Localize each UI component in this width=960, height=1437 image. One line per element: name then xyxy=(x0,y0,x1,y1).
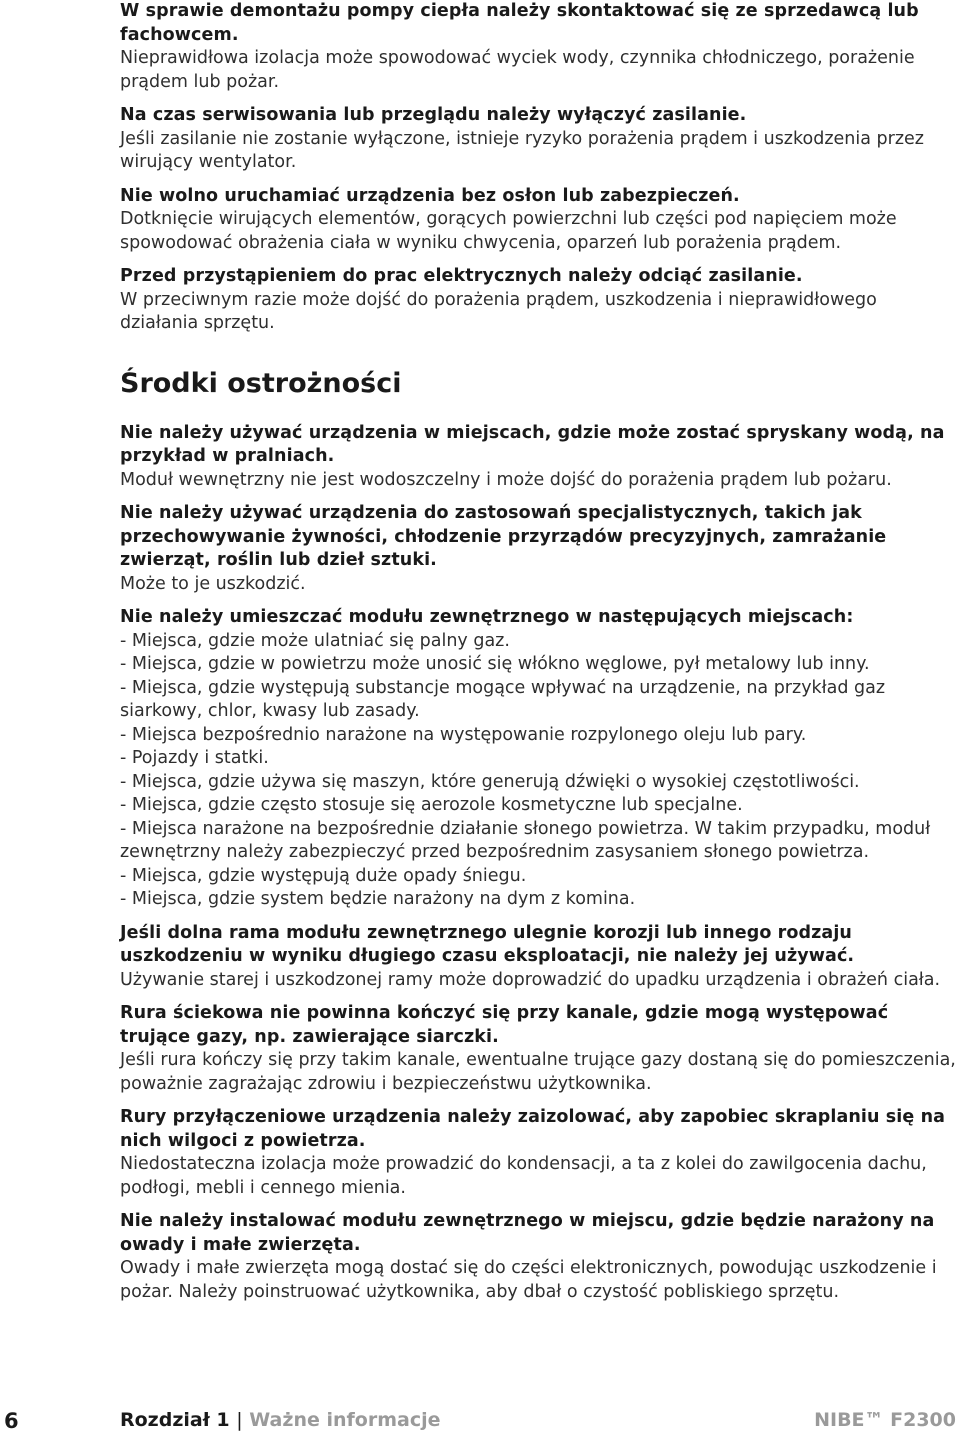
section-blocks xyxy=(120,422,956,1305)
warning-block xyxy=(120,1210,956,1304)
warning-block xyxy=(120,922,956,993)
warning-block xyxy=(120,185,956,256)
warning-text: Nieprawidłowa izolacja może spowodować wyciek wody, czynnika chłodniczego, porażenie prądem lub pożar. xyxy=(120,48,915,92)
warning-title: Nie należy używać urządzenia w miejscach, gdzie może zostać spryskany wodą, na przykład w pralniach. xyxy=(120,422,945,466)
warning-title: Nie należy instalować modułu zewnętrznego w miejscu, gdzie będzie narażony na owady i małe zwierzęta. xyxy=(120,1211,935,1255)
warning-title: Przed przystąpieniem do prac elektrycznych należy odciąć zasilanie. xyxy=(120,266,803,286)
warning-title: Jeśli dolna rama modułu zewnętrznego ulegnie korozji lub innego rodzaju uszkodzeniu w wyniku długiego czasu eksploatacji, nie należy jej używać. xyxy=(120,922,855,966)
warning-title: Nie należy umieszczać modułu zewnętrznego w następujących miejscach: xyxy=(120,607,854,627)
warning-title: Rura ściekowa nie powinna kończyć się przy kanale, gdzie mogą występować trujące gazy, np. zawierające siarczki. xyxy=(120,1003,889,1047)
section-heading: Środki ostrożności xyxy=(120,367,402,399)
warning-block xyxy=(120,422,956,493)
warning-text: Dotknięcie wirujących elementów, gorących powierzchni lub części pod napięciem może spowodować obrażenia ciała w wyniku chwycenia, oparzeń lub porażenia prądem. xyxy=(120,209,897,253)
chapter-title: Ważne informacje xyxy=(249,1409,441,1431)
chapter-separator: | xyxy=(236,1409,243,1431)
page-number: 6 xyxy=(4,1409,19,1433)
warning-text: - Miejsca, gdzie może ulatniać się palny gaz. - Miejsca, gdzie w powietrzu może unosić się włókno węglowe, pył metalowy lub inny. - Miejsca, gdzie występują substancje mogące wpływać na urządzenie, na przykład gaz siarkowy, chlor, kwasy lub zasady. - Miejsca bezpośrednio narażone na występowanie rozpylonego oleju lub pary. - Pojazdy i statki. - Miejsca, gdzie używa się maszyn, które generują dźwięki o wysokiej częstotliwości. - Miejsca, gdzie często stosuje się aerozole kosmetyczne lub specjalne. - Miejsca narażone na bezpośrednie działanie słonego powietrza. W takim przypadku, moduł zewnętrzny należy zabezpieczyć przed bezpośrednim zasysaniem słonego powietrza. - Miejsca, gdzie występują duże opady śniegu. - Miejsca, gdzie system będzie narażony na dym z komina. xyxy=(120,630,931,909)
warning-block xyxy=(120,104,956,175)
warning-title: Nie wolno uruchamiać urządzenia bez osłon lub zabezpieczeń. xyxy=(120,185,740,206)
page-footer xyxy=(0,1403,960,1437)
warning-text: Owady i małe zwierzęta mogą dostać się do części elektronicznych, powodując uszkodzenie i pożar. Należy poinstruować użytkownika, aby dbał o czystość pobliskiego sprzętu. xyxy=(120,1258,937,1302)
top-blocks xyxy=(120,0,956,336)
warning-block xyxy=(120,502,956,596)
warning-title: Rury przyłączeniowe urządzenia należy zaizolować, aby zapobiec skraplaniu się na nich wilgoci z powietrza. xyxy=(120,1107,946,1151)
chapter-name: Rozdział 1 xyxy=(120,1409,230,1431)
warning-block xyxy=(120,1002,956,1096)
warning-title: Na czas serwisowania lub przeglądu należy wyłączyć zasilanie. xyxy=(120,105,747,125)
brand-label: NIBE™ F2300 xyxy=(814,1409,956,1431)
warning-title: W sprawie demontażu pompy ciepła należy skontaktować się ze sprzedawcą lub fachowcem. xyxy=(120,1,919,45)
warning-text: Używanie starej i uszkodzonej ramy może doprowadzić do upadku urządzenia i obrażeń ciała. xyxy=(120,969,941,990)
warning-block xyxy=(120,606,956,912)
warning-text: Niedostateczna izolacja może prowadzić do kondensacji, a ta z kolei do zawilgocenia dachu, podłogi, mebli i cennego mienia. xyxy=(120,1154,927,1198)
warning-text: Jeśli rura kończy się przy takim kanale, ewentualne trujące gazy dostaną się do pomieszczenia, poważnie zagrażając zdrowiu i bezpieczeństwu użytkownika. xyxy=(120,1050,956,1094)
warning-title: Nie należy używać urządzenia do zastosowań specjalistycznych, takich jak przechowywanie żywności, chłodzenie przyrządów precyzyjnych, zamrażanie zwierząt, roślin lub dzieł sztuki. xyxy=(120,503,887,570)
chapter-label xyxy=(120,1409,440,1431)
page-content xyxy=(120,0,956,1314)
warning-block xyxy=(120,265,956,336)
warning-text: W przeciwnym razie może dojść do porażenia prądem, uszkodzenia i nieprawidłowego działania sprzętu. xyxy=(120,289,877,333)
warning-text: Jeśli zasilanie nie zostanie wyłączone, istnieje ryzyko porażenia prądem i uszkodzenia przez wirujący wentylator. xyxy=(120,128,924,172)
warning-text: Może to je uszkodzić. xyxy=(120,573,306,594)
warning-block xyxy=(120,0,956,94)
warning-block xyxy=(120,1106,956,1200)
warning-text: Moduł wewnętrzny nie jest wodoszczelny i może dojść do porażenia prądem lub pożaru. xyxy=(120,469,892,490)
